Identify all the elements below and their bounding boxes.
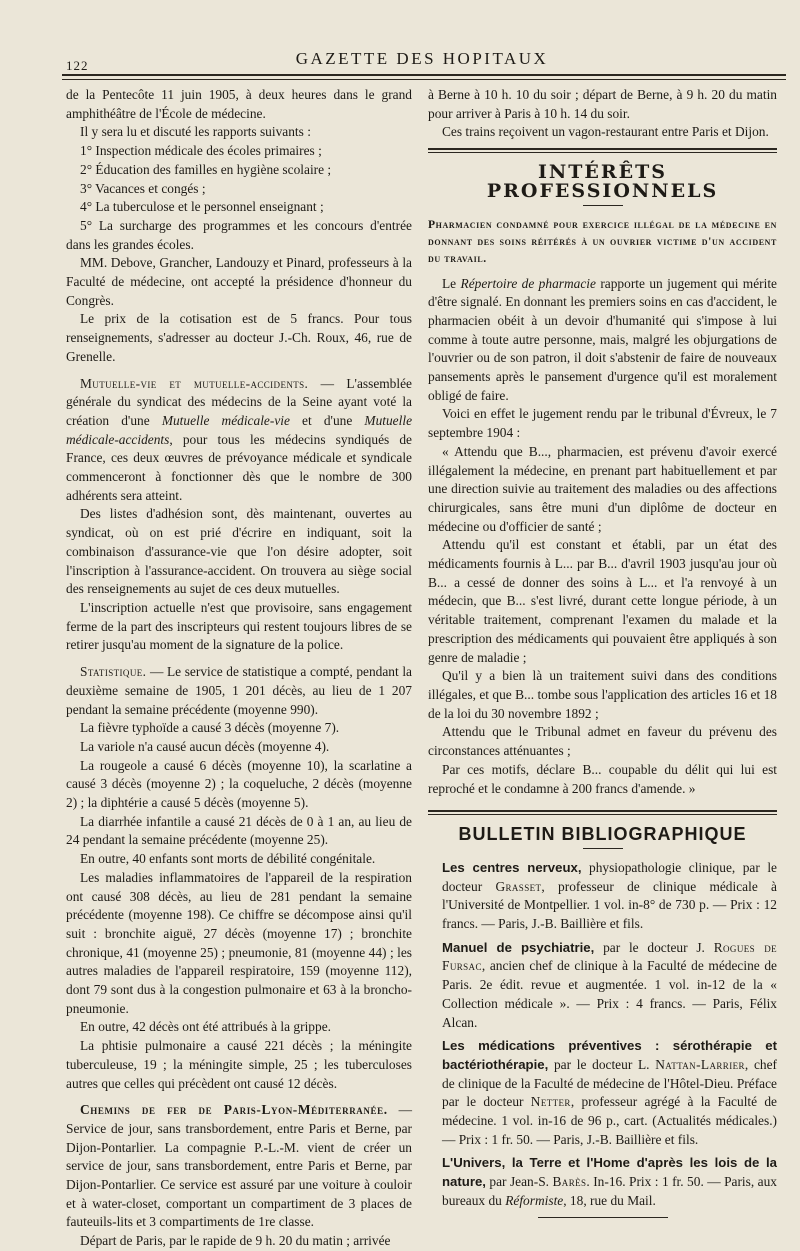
section-title-interets: INTÉRÊTS PROFESSIONNELS [486,161,719,202]
section-title-bulletin: BULLETIN BIBLIOGRAPHIQUE [458,824,747,845]
paragraph: La fièvre typhoïde a causé 3 décès (moyenne 7). [80,720,340,736]
section-rule [428,148,777,150]
bib-entry [428,859,777,934]
run: par Jean-S. [485,1174,553,1190]
paragraph: Le prix de la cotisation est de 5 francs. Pour tous renseignements, s'adresser au docteur J.-Ch. Roux, 46, rue de Grenelle. [66,311,412,364]
run-author: Grasset [495,878,542,894]
paragraph: à Berne à 10 h. 10 du soir ; départ de Berne, à 9 h. 20 du matin pour arriver à Paris à 10 h. 14 du soir. [428,87,777,121]
run: physiopathologie clinique, par le docteur [442,859,777,894]
paragraph: Qu'il y a bien là un traitement suivi dans des conditions illégales, et que B... tombe sous l'application des articles 16 et 18 de la loi du 30 novembre 1892 ; [428,668,777,721]
run-head: Statistique. [80,664,147,680]
paragraph: MM. Debove, Grancher, Landouzy et Pinard, professeurs à la Faculté de médecine, ont accepté la présidence d'honneur du Congrès. [66,255,412,308]
paragraph: En outre, 42 décès ont été attribués à la grippe. [80,1019,331,1035]
paragraph: 4° La tuberculose et le personnel enseignant ; [80,199,324,215]
paragraph: 3° Vacances et congés ; [80,180,206,196]
paragraph: Les maladies inflammatoires de l'appareil de la respiration ont causé 308 décès, au lieu de 281 pendant la semaine précédente (moyenne 198). Ce chiffre se décompose ainsi qu'il suit : bronchite aiguë, 27 décès (moyenne 17) ; bronchite chronique, 41 (moyenne 25) ; pneumonie, 81 (moyenne 44) ; les autres maladies de l'appareil respiratoire, 159 (moyenne 112), dont 79 sont dus à la congestion pulmonaire et 63 à la broncho-pneumonie. [66,869,412,1016]
short-rule [583,205,623,206]
left-column [66,86,412,1251]
page-header [62,44,782,74]
paragraph: 2° Éducation des familles en hygiène scolaire ; [80,161,332,177]
bib-title: L'Univers, la Terre et l'Home d'après les lois de la nature, [442,1155,777,1190]
run-head: Chemins de fer de Paris-Lyon-Méditerranée. [80,1102,388,1118]
run: , 18, rue du Mail. [563,1192,656,1208]
paragraph: de la Pentecôte 11 juin 1905, à deux heures dans le grand amphithéâtre de l'École de médecine. [66,87,412,121]
paragraph: L'inscription actuelle n'est que provisoire, sans engagement ferme de la part des inscripteurs qui restent toujours libres de se retirer jusqu'au moment de la signature de la police. [66,599,412,653]
paragraph: Il y sera lu et discuté les rapports suivants : [80,124,311,140]
run-italic: Mutuelle médicale-accidents [66,412,413,447]
section-rule [428,810,777,812]
run: , ancien chef de clinique à la Faculté de médecine de Paris. 2e édit. revue et augmentée. 1 vol. in-12 de la « Collection médicale ». — Prix : 4 francs. — Paris, Félix Alcan. [442,958,777,1030]
paragraph: Attendu que le Tribunal admet en faveur du prévenu des circonstances atténuantes ; [428,724,777,759]
run: , pour tous les médecins syndiqués de France, ces deux œuvres de prévoyance médicale et syndicale commenceront à fonctionner dès que le nombre de 300 adhérents sera atteint. [66,431,412,503]
run: — L'assemblée générale du syndicat des médecins de la Seine ayant voté la création d'une [66,375,412,428]
paragraph-mutuelle [66,375,412,506]
paragraph: La diarrhée infantile a causé 21 décès de 0 à 1 an, au lieu de 24 pendant la semaine précédente (moyenne 25). [66,813,412,848]
bib-entry [428,1037,777,1149]
run: et d'une [289,412,365,428]
paragraph: 1° Inspection médicale des écoles primaires ; [80,143,322,159]
article-subheading: Pharmacien condamné pour exercice illégal de la médecine en donnant des soins réitérés à un ouvrier victime d'un accident du travail. [428,217,777,265]
paragraph: Ces trains reçoivent un vagon-restaurant entre Paris et Dijon. [442,124,769,140]
paragraph: La phtisie pulmonaire a causé 221 décès ; la méningite tuberculeuse, 19 ; la méningite simple, 25 ; les tuberculoses autres que celles qui précèdent ont causé 12 décès. [66,1038,412,1091]
run-italic: Réformiste [505,1192,564,1208]
run: , professeur de clinique médicale à l'Université de Montpellier. 1 vol. in-8° de 730 p. — Prix : 12 francs. — Paris, J.-B. Baillière et fils. [442,878,777,932]
run: par le docteur L. [548,1056,656,1072]
run: . In-16. Prix : 1 fr. 50. — Paris, aux bureaux du [442,1174,777,1208]
section-rule-thin [428,152,777,153]
section-rule-thin [428,814,777,815]
run: Le [442,275,461,291]
bib-title: Les médications préventives : sérothérapie et bactériothérapie, [442,1038,777,1072]
paragraph: Départ de Paris, par le rapide de 9 h. 20 du matin ; arrivée [80,1233,391,1249]
paragraph: Attendu qu'il est constant et établi, par un état des médicaments fournis à L... par B... d'avril 1903 jusqu'au jour où B... a cessé de donner des soins à L... et l'a renvoyé à un médecin, que B... s'est livré, durant cette longue période, à un véritable traitement, comprenant l'examen du malade et la prescription des médicaments qui pouvaient être appliqués à son genre de maladie ; [428,537,777,665]
run-author: Nattan-Larrier [655,1056,745,1072]
paragraph: La variole n'a causé aucun décès (moyenne 4). [80,738,330,754]
run: rapporte un jugement qui mérite d'être signalé. En donnant les premiers soins en cas d'accident, le pharmacien obéit à un devoir d'humanité qui s'impose à lui comme à toute autre personne, mais, malgré les objurgations de l'ouvrier ou de son patron, il doit s'abstenir de faire de nouveaux pansements après le pansement d'urgence qu'il est moralement obligé de faire. [428,275,777,403]
page-number: 122 [66,58,89,73]
header-rule-thin [62,79,786,80]
run: — Le service de statistique a compté, pendant la deuxième semaine de 1905, 1 201 décès, au lieu de 1 207 pendant la semaine précédente (moyenne 990). [66,664,412,717]
paragraph-chemins [66,1101,412,1232]
run-italic: Répertoire de pharmacie [460,275,596,291]
journal-title: GAZETTE DES HOPITAUX [295,49,549,68]
run: — Service de jour, sans transbordement, entre Paris et Berne, par Dijon-Pontarlier. La compagnie P.-L.-M. vient de créer un service de jour, sans transbordement, entre Paris et Berne, par Dijon-Pontarlier. Ce service est assuré par une voiture à couloir et à water-closet, comportant un compartiment de 3 places de fauteuils-lits et 3 compartiments de 1re classe. [66,1102,412,1230]
paragraph: 5° La surcharge des programmes et les concours d'entrée dans les grandes écoles. [66,217,412,252]
paragraph: En outre, 40 enfants sont morts de débilité congénitale. [80,851,376,867]
bib-title: Manuel de psychiatrie, [442,939,595,955]
paragraph: Par ces motifs, déclare B... coupable du délit qui lui est reproché et le condamne à 200 francs d'amende. » [428,761,777,796]
run-author: Rogues de Fursac [442,939,777,974]
run-italic: Mutuelle médicale-vie [161,412,290,428]
paragraph [428,275,777,406]
paragraph: Des listes d'adhésion sont, dès maintenant, ouvertes au syndicat, où on est prié d'écrire en indiquant, soit la combinaison d'assurance-vie que l'on désire adopter, soit l'inscription à l'assurance-accident. On trouvera au siège social des renseignements au sujet de ces deux mutuelles. [66,506,412,597]
bib-entry [428,1154,777,1210]
bib-title: Les centres nerveux, [442,859,582,875]
right-column [428,86,777,1218]
paragraph-statistique [66,663,412,719]
paragraph: « Attendu que B..., pharmacien, est prévenu d'avoir exercé illégalement la médecine, en prenant part habituellement et par une direction suivie au traitement des maladies ou des affections chirurgicales, sans être muni d'un diplôme de docteur en médecine ou d'officier de santé ; [428,443,777,534]
run: par le docteur J. [594,939,714,955]
paragraph: Voici en effet le jugement rendu par le tribunal d'Évreux, le 7 septembre 1904 : [428,406,777,441]
run-head: Mutuelle-vie et mutuelle-accidents. [80,375,309,391]
run: , professeur agrégé à la Faculté de médecine. 1 vol. in-16 de 96 p., cart. (Actualités médicales.) — Prix : 1 fr. 50. — Paris, J.-B. Baillière et fils. [442,1094,777,1147]
header-rule [62,74,786,76]
run-author: Netter [530,1094,571,1110]
bib-entry [428,939,777,1033]
paragraph: La rougeole a causé 6 décès (moyenne 10), la scarlatine a causé 3 décès (moyenne 2) ; la coqueluche, 2 décès (moyenne 2) ; la diphtérie a causé 5 décès (moyenne 5). [66,757,412,811]
run-author: Barès [552,1174,587,1190]
end-rule [538,1217,668,1218]
run: , chef de clinique de la Faculté de médecine de l'Hôtel-Dieu. Préface par le docteur [442,1056,777,1110]
short-rule [583,848,623,849]
